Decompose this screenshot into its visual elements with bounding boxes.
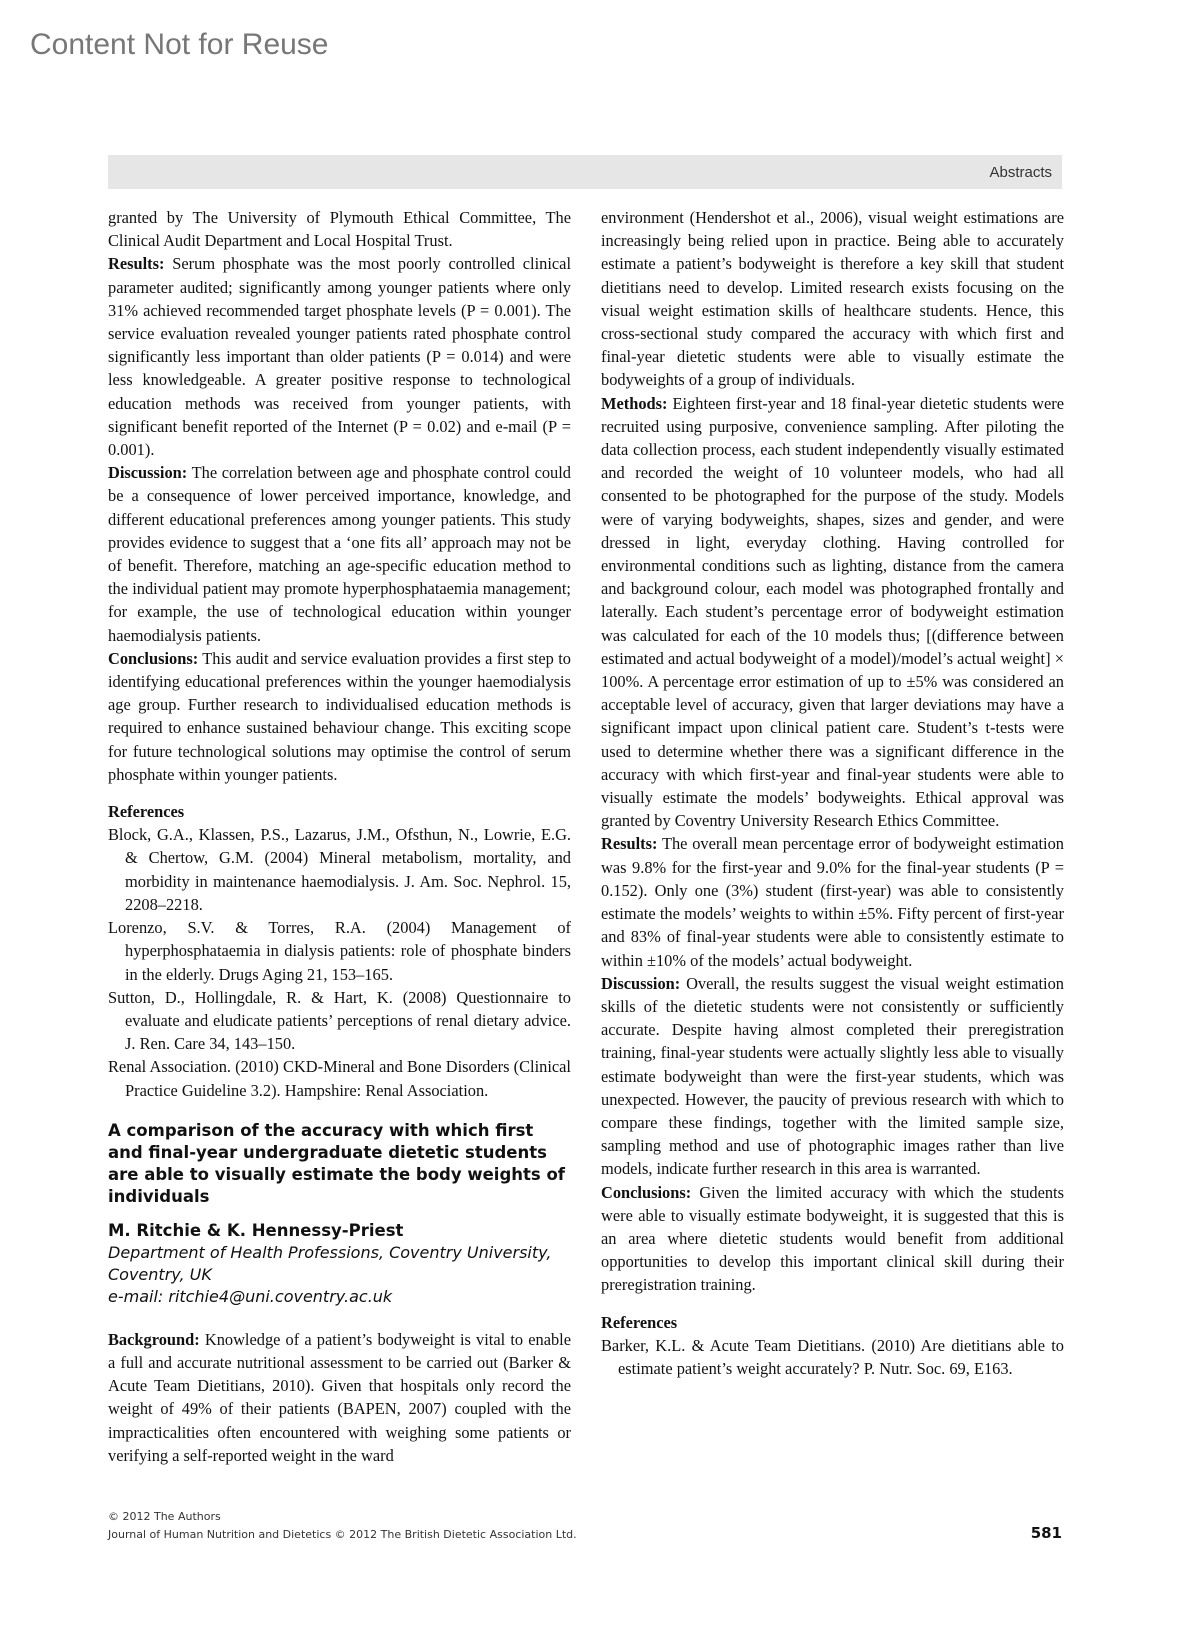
conclusions-text: Given the limited accuracy with which the students were able to visually estimate bodyweight, it is suggested that this is an area where dietetic students would benefit from additional opportunities to develop this important clinical skill during their preregistration training.	[601, 1182, 1064, 1295]
left-column	[108, 206, 571, 1467]
page-footer	[108, 1508, 577, 1544]
watermark: Content Not for Reuse	[30, 28, 329, 61]
results-text: The overall mean percentage error of bodyweight estimation was 9.8% for the first-year and 9.0% for the final-year students (P = 0.152). Only one (3%) student (first-year) was able to consistently estimate the models’ weights to within ±5%. Fifty percent of first-year and 83% of final-year students were able to consistently estimate to within ±10% of the models’ actual bodyweight.	[601, 834, 1064, 970]
reference-item: Barker, K.L. & Acute Team Dietitians. (2010) Are dietitians able to estimate patient’s weight accurately? P. Nutr. Soc. 69, E163.	[601, 1335, 1064, 1378]
section-header-bar	[108, 155, 1062, 189]
methods-text: Eighteen first-year and 18 final-year dietetic students were recruited using purposive, convenience sampling. After piloting the data collection process, each student independently visually estimated and recorded the weight of 10 volunteer models, who had all consented to be photographed for the purpose of the study. Models were of varying bodyweights, shapes, sizes and gender, and were dressed in light, everyday clothing. Having controlled for environmental conditions such as lighting, distance from the camera and background colour, each model was photographed frontally and laterally. Each student’s percentage error of bodyweight estimation was calculated for each of the 10 models thus; [(difference between estimated and actual bodyweight of a model)/model’s actual weight] × 100%. A percentage error estimation of up to ±5% was considered an acceptable level of accuracy, given that larger deviations may have a significant impact upon clinical patient care. Student’s t-tests were used to determine whether there was a significant difference in the accuracy with which first-year and final-year students were able to visually estimate the models’ bodyweights. Ethical approval was granted by Coventry University Research Ethics Committee.	[601, 393, 1064, 831]
author-affiliation: Department of Health Professions, Coventry University, Coventry, UK	[108, 1242, 552, 1284]
right-column	[601, 206, 1064, 1380]
results-paragraph	[601, 832, 1064, 971]
conclusions-text: This audit and service evaluation provides a first step to identifying educational preferences within the younger haemodialysis age group. Further research to individualised education methods is required to enhance sustained behaviour change. This exciting scope for future technological solutions may optimise the control of serum phosphate within younger patients.	[108, 648, 571, 784]
methods-paragraph	[601, 392, 1064, 833]
conclusions-paragraph	[601, 1181, 1064, 1297]
reference-item: Block, G.A., Klassen, P.S., Lazarus, J.M., Ofsthun, N., Lowrie, E.G. & Chertow, G.M. (2004) Mineral metabolism, mortality, and morbidity in maintenance haemodialysis. J. Am. Soc. Nephrol. 15, 2208–2218.	[108, 825, 571, 914]
methods-label: Methods:	[601, 393, 668, 413]
references-heading: References	[601, 1312, 678, 1332]
references-heading: References	[108, 802, 185, 822]
results-label: Results:	[108, 254, 165, 274]
copyright-line: © 2012 The Authors	[108, 1510, 221, 1523]
intro-paragraph: environment (Hendershot et al., 2006), visual weight estimations are increasingly being relied upon in practice. Being able to accurately estimate a patient’s bodyweight is therefore a key skill that student dietitians need to develop. Limited research exists focusing on the visual weight estimation skills of healthcare students. Hence, this cross-sectional study compared the accuracy with which first and final-year dietetic students were able to visually estimate the bodyweights of a group of individuals.	[601, 208, 1064, 390]
article-title: A comparison of the accuracy with which first and final-year undergraduate dietetic students are able to visually estimate the body weights of individuals	[108, 1120, 565, 1206]
journal-line: Journal of Human Nutrition and Dietetics © 2012 The British Dietetic Association Ltd.	[108, 1528, 577, 1541]
section-label: Abstracts	[989, 164, 1052, 181]
background-label: Background:	[108, 1329, 200, 1349]
conclusions-label: Conclusions:	[108, 648, 199, 668]
conclusions-paragraph	[108, 647, 571, 786]
reference-item: Renal Association. (2010) CKD-Mineral and Bone Disorders (Clinical Practice Guideline 3.2). Hampshire: Renal Association.	[108, 1057, 571, 1100]
author-email: e-mail: ritchie4@uni.coventry.ac.uk	[108, 1286, 393, 1306]
article-authors: M. Ritchie & K. Hennessy-Priest	[108, 1220, 404, 1240]
background-paragraph	[108, 1328, 571, 1467]
results-label: Results:	[601, 834, 658, 854]
intro-paragraph: granted by The University of Plymouth Ethical Committee, The Clinical Audit Department and Local Hospital Trust.	[108, 208, 571, 251]
page-number: 581	[1030, 1524, 1062, 1542]
background-text: Knowledge of a patient’s bodyweight is vital to enable a full and accurate nutritional assessment to be carried out (Barker & Acute Team Dietitians, 2010). Given that hospitals only record the weight of 49% of their patients (BAPEN, 2007) coupled with the impracticalities often encountered with weighing some patients or verifying a self-reported weight in the ward	[108, 1329, 571, 1465]
discussion-text: Overall, the results suggest the visual weight estimation skills of the dietetic students were not consistently or sufficiently accurate. Despite having almost completed their preregistration training, final-year students were actually slightly less able to visually estimate bodyweight than were the first-year students, which was unexpected. However, the paucity of previous research with which to compare these findings, together with the limited sample size, sampling method and use of photographic images rather than live models, indicate further research in this area is warranted.	[601, 973, 1064, 1179]
discussion-text: The correlation between age and phosphate control could be a consequence of lower perceived importance, knowledge, and different educational preferences among younger patients. This study provides evidence to suggest that a ‘one fits all’ approach may not be of benefit. Therefore, matching an age-specific education method to the individual patient may promote hyperphosphataemia management; for example, the use of technological education within younger haemodialysis patients.	[108, 463, 571, 645]
discussion-label: Discussion:	[108, 463, 188, 483]
discussion-paragraph	[108, 461, 571, 647]
conclusions-label: Conclusions:	[601, 1182, 692, 1202]
results-paragraph	[108, 252, 571, 461]
discussion-label: Discussion:	[601, 973, 681, 993]
discussion-paragraph	[601, 972, 1064, 1181]
reference-item: Lorenzo, S.V. & Torres, R.A. (2004) Management of hyperphosphataemia in dialysis patients: role of phosphate binders in the elderly. Drugs Aging 21, 153–165.	[108, 918, 571, 984]
results-text: Serum phosphate was the most poorly controlled clinical parameter audited; significantly among younger patients where only 31% achieved recommended target phosphate levels (P = 0.001). The service evaluation revealed younger patients rated phosphate control significantly less important than older patients (P = 0.014) and were less knowledgeable. A greater positive response to technological education methods was received from younger patients, with significant benefit reported of the Internet (P = 0.02) and e-mail (P = 0.001).	[108, 254, 571, 460]
reference-item: Sutton, D., Hollingdale, R. & Hart, K. (2008) Questionnaire to evaluate and eludicate patients’ perceptions of renal dietary advice. J. Ren. Care 34, 143–150.	[108, 987, 571, 1054]
